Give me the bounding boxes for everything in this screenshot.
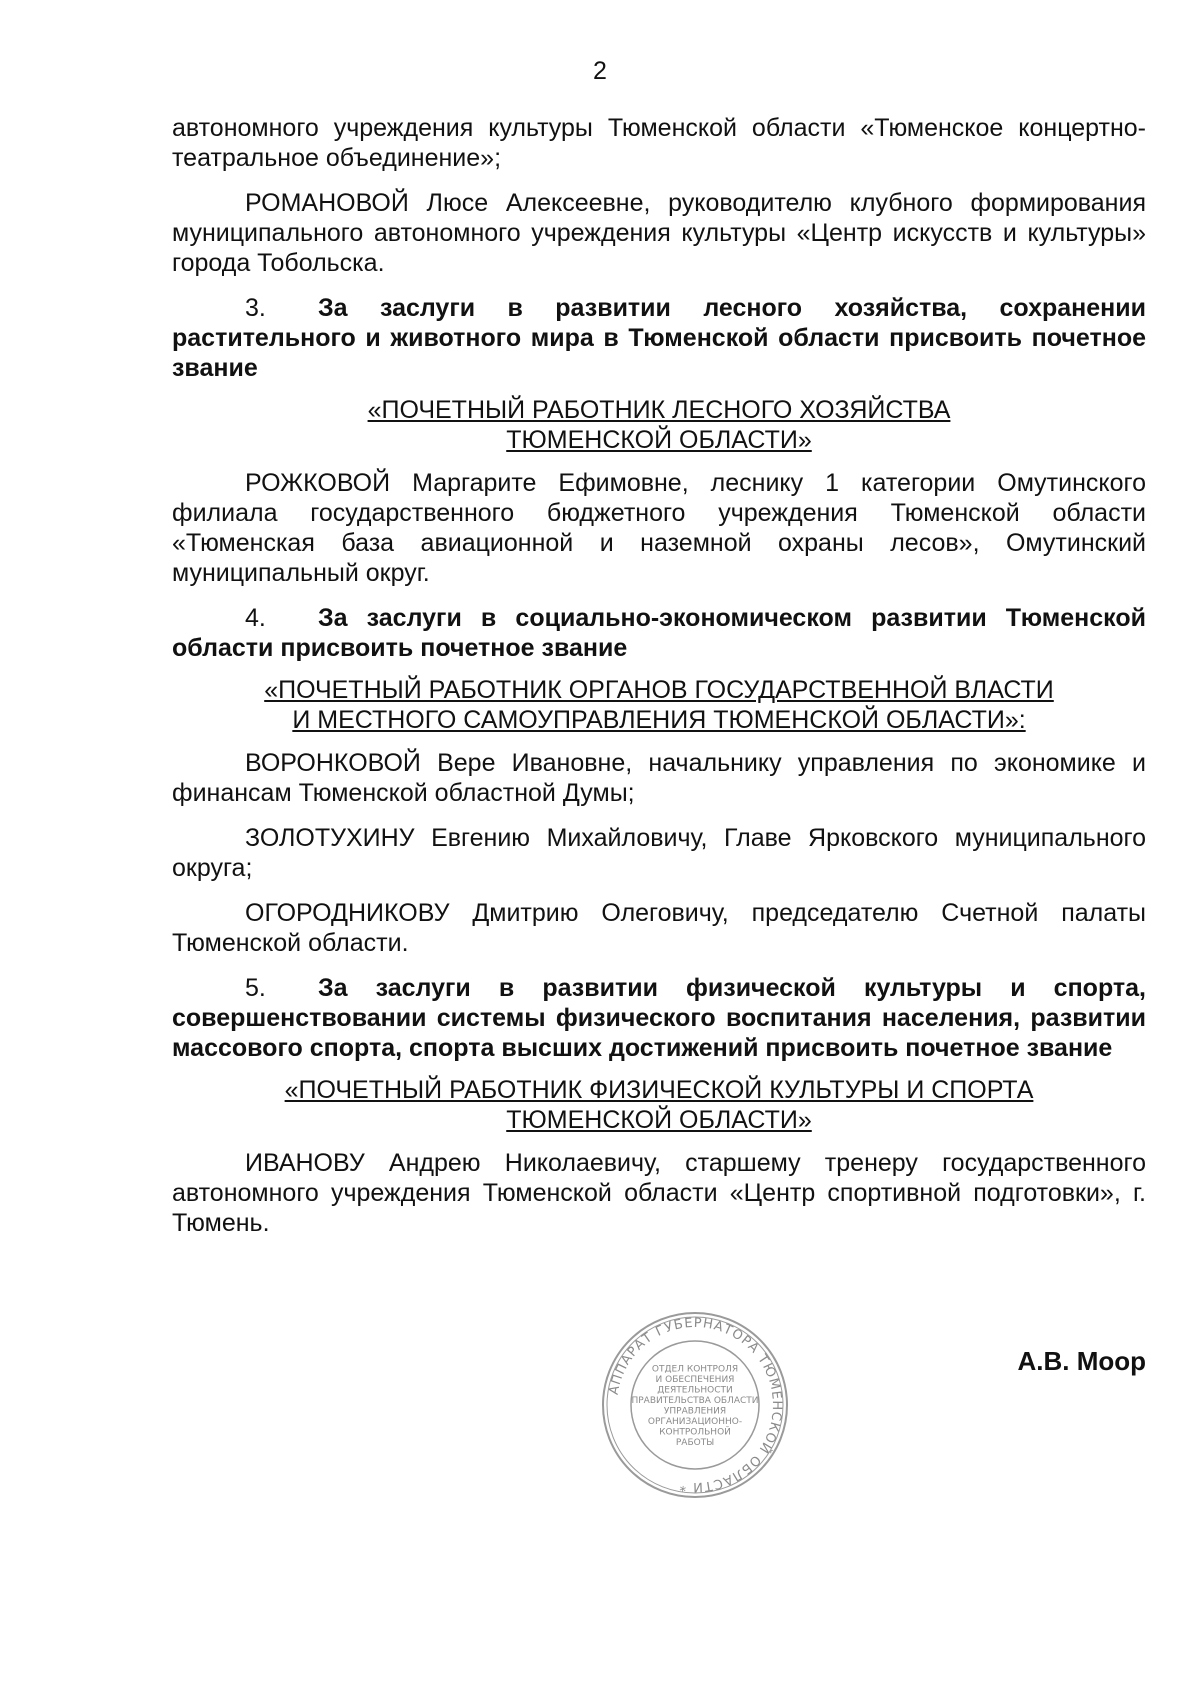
section-4-title-line2: И МЕСТНОГО САМОУПРАВЛЕНИЯ ТЮМЕНСКОЙ ОБЛАСТИ»: <box>292 706 1026 734</box>
section-4-award-title <box>172 675 1146 735</box>
section-3-award-title <box>172 395 1146 455</box>
section-4-number: 4. <box>245 604 266 632</box>
official-stamp <box>600 1310 790 1500</box>
signature-name: А.В. Моор <box>1017 1346 1146 1376</box>
stamp-inner-line: И ОБЕСПЕЧЕНИЯ <box>655 1374 735 1385</box>
stamp-inner-line: КОНТРОЛЬНОЙ <box>659 1427 731 1438</box>
continuation-paragraph: автономного учреждения культуры Тюменской области «Тюменское концертно-театральное объединение»; <box>172 114 1146 172</box>
award-entry-ogorodnikov: ОГОРОДНИКОВУ Дмитрию Олеговичу, председателю Счетной палаты Тюменской области. <box>172 899 1146 957</box>
section-3-number: 3. <box>245 294 266 322</box>
section-5-number: 5. <box>245 974 266 1002</box>
document-body <box>172 113 1146 1238</box>
stamp-inner-line: УПРАВЛЕНИЯ <box>663 1406 727 1417</box>
award-entry-ivanov: ИВАНОВУ Андрею Николаевичу, старшему тренеру государственного автономного учреждения Тюменской области «Центр спортивной подготовки», г. Тюмень. <box>172 1149 1146 1237</box>
section-4-text: За заслуги в социально-экономическом развитии Тюменской области присвоить почетное звание <box>172 604 1146 662</box>
svg-text:АППАРАТ ГУБЕРНАТОРА ТЮМЕНСКОЙ: АППАРАТ ГУБЕРНАТОРА ТЮМЕНСКОЙ ОБЛАСТИ * <box>606 1315 785 1495</box>
section-5-heading <box>172 973 1146 1063</box>
stamp-inner-line: ОРГАНИЗАЦИОННО- <box>647 1416 743 1427</box>
section-5-text: За заслуги в развитии физической культуры и спорта, совершенствовании системы физического воспитания населения, развитии массового спорта, спорта высших достижений присвоить почетное звание <box>172 974 1146 1062</box>
stamp-inner-line: РАБОТЫ <box>675 1437 715 1448</box>
section-5-award-title <box>172 1075 1146 1135</box>
section-4-title-line1: «ПОЧЕТНЫЙ РАБОТНИК ОРГАНОВ ГОСУДАРСТВЕННОЙ ВЛАСТИ <box>264 676 1054 704</box>
award-entry-voronkova: ВОРОНКОВОЙ Вере Ивановне, начальнику управления по экономике и финансам Тюменской областной Думы; <box>172 749 1146 807</box>
section-4-heading <box>172 603 1146 663</box>
section-3-title-line1: «ПОЧЕТНЫЙ РАБОТНИК ЛЕСНОГО ХОЗЯЙСТВА <box>367 396 951 424</box>
award-entry-zolotukhin: ЗОЛОТУХИНУ Евгению Михайловичу, Главе Ярковского муниципального округа; <box>172 824 1146 882</box>
section-3-heading <box>172 293 1146 383</box>
section-3-text: За заслуги в развитии лесного хозяйства, сохранении растительного и животного мира в Тюменской области присвоить почетное звание <box>172 294 1146 382</box>
stamp-inner-line: ОТДЕЛ КОНТРОЛЯ <box>651 1364 739 1375</box>
section-3-title-line2: ТЮМЕНСКОЙ ОБЛАСТИ» <box>506 426 812 454</box>
stamp-inner-line: ПРАВИТЕЛЬСТВА ОБЛАСТИ <box>631 1395 759 1406</box>
section-5-title-line2: ТЮМЕНСКОЙ ОБЛАСТИ» <box>506 1106 812 1134</box>
award-entry-rozhkova: РОЖКОВОЙ Маргарите Ефимовне, леснику 1 категории Омутинского филиала государственного бюджетного учреждения Тюменской области «Тюменская база авиационной и наземной охраны лесов», Омутинский муниципальный округ. <box>172 469 1146 587</box>
page-number: 2 <box>593 57 607 85</box>
award-entry-romanova: РОМАНОВОЙ Люсе Алексеевне, руководителю клубного формирования муниципального автономного учреждения культуры «Центр искусств и культуры» города Тобольска. <box>172 189 1146 277</box>
stamp-inner-line: ДЕЯТЕЛЬНОСТИ <box>657 1385 733 1396</box>
section-5-title-line1: «ПОЧЕТНЫЙ РАБОТНИК ФИЗИЧЕСКОЙ КУЛЬТУРЫ И СПОРТА <box>284 1076 1034 1104</box>
